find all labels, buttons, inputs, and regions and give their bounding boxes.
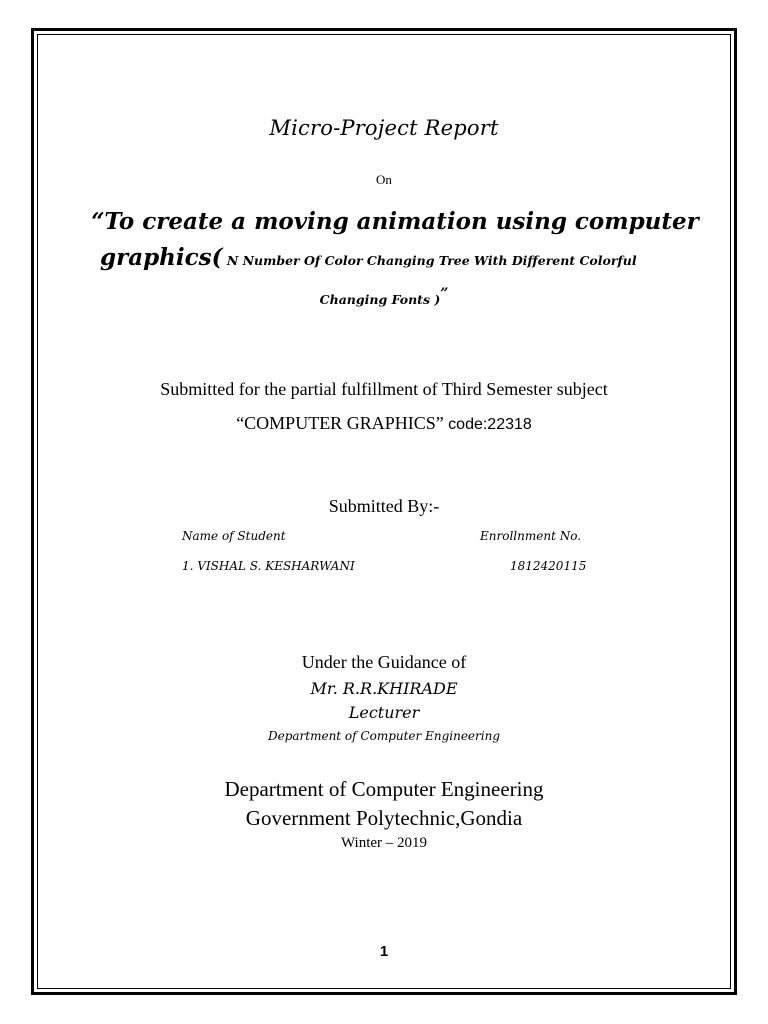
guidance-label: Under the Guidance of (301, 652, 467, 672)
student-enrollment: 1812420115 (510, 559, 587, 573)
open-quote: “ (91, 208, 105, 235)
submitted-by-label: Submitted By:- (328, 496, 440, 516)
submission-purpose: Submitted for the partial fulfillment of Third Semester subject (160, 379, 608, 399)
project-title-line-3 (37, 286, 731, 307)
guide-department: Department of Computer Engineering (267, 729, 501, 743)
project-title-line-2 (100, 244, 720, 271)
subject-code-value: :22318 (482, 416, 532, 433)
project-subtitle-text: N Number Of Color Changing Tree With Different Colorful (222, 253, 637, 268)
session: Winter – 2019 (340, 835, 428, 851)
report-title: Micro-Project Report (269, 116, 499, 140)
project-title-line-1 (75, 208, 715, 235)
guide-title: Lecturer (348, 703, 420, 722)
subject-name: “COMPUTER GRAPHICS” (236, 413, 444, 433)
department-name: Department of Computer Engineering (224, 777, 544, 801)
subject-code-label: code (443, 416, 483, 433)
page-number: 1 (379, 943, 389, 960)
enrollment-number-header: Enrollnment No. (480, 529, 582, 543)
project-title-text-2: graphics( (100, 244, 223, 271)
on-text: On (376, 172, 392, 187)
guide-name: Mr. R.R.KHIRADE (310, 679, 458, 698)
project-title-text-1: To create a moving animation using computer (104, 208, 699, 235)
student-name: 1. VISHAL S. KESHARWANI (182, 559, 355, 573)
close-quote: ” (440, 286, 449, 302)
name-of-student-header: Name of Student (182, 529, 286, 543)
college-name: Government Polytechnic,Gondia (245, 806, 523, 830)
subject-line (37, 413, 731, 434)
project-title-text-3: Changing Fonts ) (319, 292, 441, 307)
